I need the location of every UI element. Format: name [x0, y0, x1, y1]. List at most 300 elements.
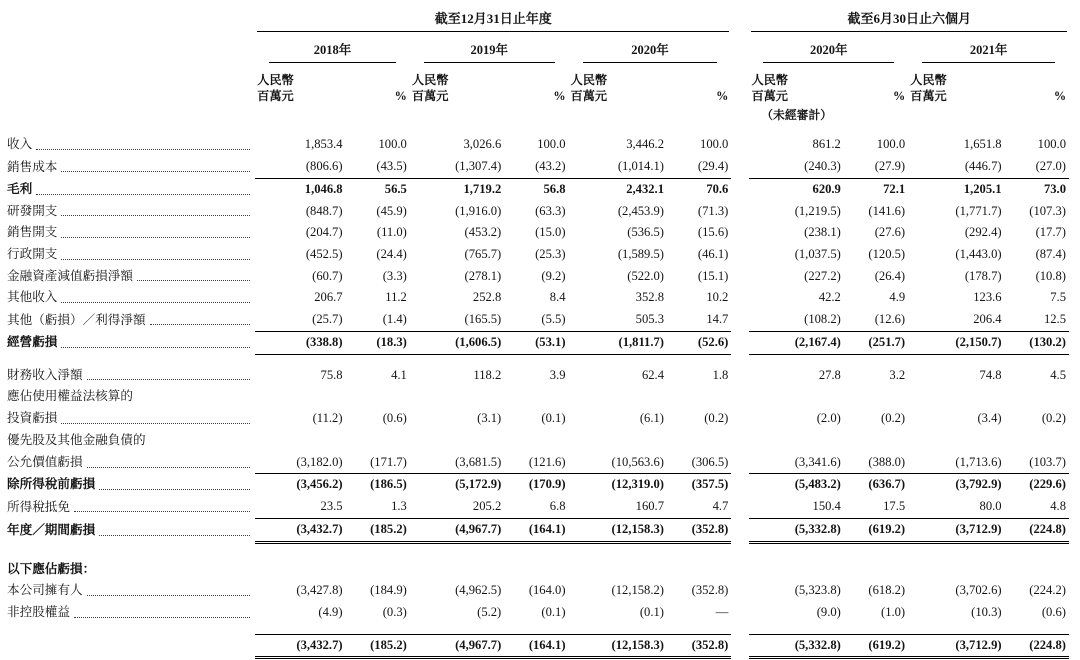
row-label: [4, 244, 255, 266]
value-cell: (15.6): [697, 225, 729, 240]
value-cell: [346, 559, 410, 581]
value-cell: [410, 559, 504, 581]
value-cell: (1,589.5): [617, 247, 664, 261]
value-cell: (87.4): [1035, 247, 1066, 261]
value-cell: (0.6): [1041, 605, 1066, 620]
value-cell: (6.1): [639, 411, 664, 426]
value-cell: (27.9): [874, 159, 906, 174]
dot-leader: [150, 324, 251, 325]
row-label: [4, 134, 255, 156]
value-cell: (3,456.2): [255, 474, 345, 496]
value-cell: (238.1): [804, 225, 841, 240]
value-cell: (9.0): [816, 605, 841, 620]
value-cell: (4,962.5): [455, 583, 502, 598]
value-cell: [844, 430, 908, 452]
value-cell: [569, 430, 667, 452]
row-label: [4, 408, 255, 430]
value-cell: (3,341.6): [794, 454, 841, 469]
value-cell: 6.8: [549, 499, 566, 514]
value-cell: (0.1): [541, 605, 566, 620]
value-cell: (3,182.0): [296, 454, 343, 469]
value-cell: (224.8): [1005, 518, 1069, 542]
value-cell: (0.1): [541, 411, 566, 426]
value-cell: 62.4: [641, 367, 664, 382]
value-cell: [569, 386, 667, 408]
value-cell: (2,150.7): [908, 331, 1004, 354]
table-row: [4, 365, 1069, 387]
value-cell: (352.8): [667, 518, 731, 542]
section-gap-cell: [731, 602, 749, 624]
value-cell: (5,172.9): [410, 474, 504, 496]
value-cell: [255, 386, 345, 408]
dot-leader: [61, 259, 250, 260]
value-cell: (5,332.8): [749, 518, 843, 542]
year-header-2020: 2020年: [569, 34, 732, 65]
value-cell: (46.1): [697, 247, 729, 261]
value-cell: (27.0): [1035, 159, 1066, 174]
value-cell: [667, 559, 731, 581]
value-cell: (164.1): [504, 518, 568, 542]
section-gap-cell: [731, 178, 749, 200]
table-row: [4, 496, 1069, 518]
value-cell: 12.5: [1043, 312, 1066, 327]
value-cell: (130.2): [1005, 331, 1069, 354]
value-cell: (12,158.3): [569, 634, 667, 658]
row-label-text: 除所得稅前虧損: [7, 477, 96, 492]
value-cell: 27.8: [818, 367, 841, 382]
value-cell: 7.5: [1050, 290, 1066, 305]
value-cell: 4.7: [712, 499, 729, 514]
value-cell: [844, 559, 908, 581]
row-label-text: 優先股及其他金融負債的: [7, 432, 146, 447]
row-label: [4, 559, 255, 581]
unit-header-pct: %: [716, 89, 729, 104]
period-header-interim-text: 截至6月30日止六個月: [751, 10, 1067, 32]
value-cell: (765.7): [464, 247, 502, 261]
value-cell: [749, 430, 843, 452]
value-cell: 206.4: [973, 312, 1002, 327]
value-cell: (52.6): [667, 331, 731, 354]
value-cell: (3,712.9): [908, 518, 1004, 542]
dot-leader: [61, 347, 250, 348]
unit-header-pct: %: [1053, 89, 1066, 104]
value-cell: (5,483.2): [749, 474, 843, 496]
value-cell: 100.0: [378, 137, 407, 152]
value-cell: (10.8): [1035, 268, 1066, 283]
value-cell: [908, 430, 1004, 452]
value-cell: 8.4: [549, 290, 566, 305]
value-cell: 123.6: [973, 290, 1002, 305]
value-cell: 56.5: [346, 178, 410, 200]
table-body: [4, 128, 1069, 658]
value-cell: (178.7): [964, 268, 1002, 283]
value-cell: (306.5): [691, 454, 729, 469]
value-cell: (224.2): [1029, 583, 1066, 598]
value-cell: (29.4): [697, 159, 729, 174]
value-cell: (15.0): [535, 225, 566, 240]
row-label: [4, 156, 255, 178]
value-cell: (164.1): [504, 634, 568, 658]
value-cell: (1,014.1): [617, 159, 664, 174]
value-cell: (352.8): [691, 583, 729, 598]
row-label-text: 收入: [7, 137, 33, 152]
value-cell: (18.3): [346, 331, 410, 354]
row-label: [4, 580, 255, 602]
table-row: [4, 430, 1069, 452]
table-row: [4, 222, 1069, 244]
value-cell: (357.5): [667, 474, 731, 496]
table-row: [4, 452, 1069, 474]
value-cell: 620.9: [749, 178, 843, 200]
dot-leader: [99, 535, 250, 536]
value-cell: (2,167.4): [749, 331, 843, 354]
dot-leader: [87, 467, 251, 468]
row-label-text: 本公司擁有人: [7, 583, 83, 598]
table-row: [4, 602, 1069, 624]
value-cell: [908, 559, 1004, 581]
value-cell: (1,037.5): [794, 247, 841, 261]
value-cell: (806.6): [305, 159, 343, 174]
value-cell: (3.1): [477, 411, 502, 426]
value-cell: (1,606.5): [410, 331, 504, 354]
table-row: [4, 156, 1069, 178]
value-cell: 11.2: [385, 290, 407, 305]
value-cell: (619.2): [844, 518, 908, 542]
row-label-text: 銷售開支: [7, 225, 58, 240]
row-label-text: 公允價值虧損: [7, 455, 83, 470]
value-cell: (338.8): [255, 331, 345, 354]
value-cell: [667, 430, 731, 452]
unit-header-rmb: 人民幣 百萬元: [910, 72, 947, 103]
dot-leader: [137, 280, 250, 281]
value-cell: (292.4): [964, 225, 1002, 240]
section-gap-cell: [731, 287, 749, 309]
row-label: [4, 365, 255, 387]
value-cell: (0.2): [1041, 411, 1066, 426]
section-gap-cell: [731, 309, 749, 331]
value-cell: (251.7): [844, 331, 908, 354]
value-cell: (12,319.0): [569, 474, 667, 496]
dot-leader: [74, 511, 250, 512]
value-cell: (0.2): [704, 411, 729, 426]
value-cell: (0.1): [639, 605, 664, 620]
value-cell: (63.3): [535, 203, 566, 218]
section-gap-cell: [731, 156, 749, 178]
value-cell: (5.2): [477, 605, 502, 620]
value-cell: [569, 559, 667, 581]
period-header-interim: [749, 8, 1069, 34]
row-label-text: 其他收入: [7, 290, 58, 305]
value-cell: 72.1: [844, 178, 908, 200]
value-cell: 1,719.2: [410, 178, 504, 200]
table-row: [4, 408, 1069, 430]
value-cell: (164.0): [528, 583, 566, 598]
dot-leader: [61, 215, 250, 216]
value-cell: 2,432.1: [569, 178, 667, 200]
value-cell: 150.4: [812, 499, 841, 514]
dot-leader: [36, 149, 250, 150]
section-gap-cell: [731, 365, 749, 387]
value-cell: (352.8): [667, 634, 731, 658]
row-label-text: 研發開支: [7, 203, 58, 218]
year-header-2019: 2019年: [410, 34, 569, 65]
unit-header-rmb: 人民幣 百萬元: [257, 72, 294, 103]
spacer-row: [4, 542, 1069, 559]
value-cell: [410, 386, 504, 408]
unit-header-rmb: 人民幣 百萬元: [570, 72, 608, 103]
value-cell: 352.8: [635, 290, 664, 305]
value-cell: 118.2: [473, 367, 502, 382]
value-cell: (26.4): [874, 268, 906, 283]
unit-header-pct: %: [394, 89, 407, 104]
value-cell: (9.2): [541, 268, 566, 283]
value-cell: 75.8: [320, 367, 343, 382]
value-cell: (15.1): [697, 268, 729, 283]
value-cell: (3,427.8): [296, 583, 343, 598]
dot-leader: [61, 423, 250, 424]
value-cell: (452.5): [305, 247, 343, 261]
table-row: [4, 386, 1069, 408]
value-cell: 205.2: [472, 499, 502, 514]
value-cell: (1,811.7): [569, 331, 667, 354]
unit-header-rmb: 人民幣 百萬元: [411, 72, 449, 103]
value-cell: (45.9): [376, 203, 407, 218]
row-label: [4, 452, 255, 474]
table-row: [4, 309, 1069, 331]
value-cell: (5,332.8): [749, 634, 843, 658]
row-label: [4, 178, 255, 200]
row-label-text: 毛利: [7, 181, 33, 196]
value-cell: 23.5: [320, 499, 343, 514]
value-cell: (1,916.0): [455, 203, 502, 218]
table-row: [4, 474, 1069, 496]
value-cell: 1,205.1: [908, 178, 1004, 200]
table-row: [4, 634, 1069, 658]
row-label-text: 經營虧損: [7, 335, 58, 350]
value-cell: (11.0): [376, 225, 407, 240]
value-cell: (17.7): [1035, 225, 1066, 240]
value-cell: (446.7): [964, 159, 1002, 174]
section-gap-cell: [731, 244, 749, 266]
row-label: [4, 309, 255, 331]
row-label: [4, 331, 255, 354]
value-cell: (53.1): [504, 331, 568, 354]
value-cell: (1,713.6): [955, 454, 1002, 469]
value-cell: (0.3): [382, 605, 407, 620]
section-gap-cell: [731, 408, 749, 430]
value-cell: (636.7): [844, 474, 908, 496]
value-cell: (229.6): [1005, 474, 1069, 496]
income-statement-table: [4, 8, 1069, 659]
value-cell: (60.7): [312, 268, 343, 283]
section-gap-cell: [731, 559, 749, 581]
value-cell: 160.7: [635, 499, 664, 514]
row-label: [4, 386, 255, 408]
section-gap-cell: [731, 518, 749, 542]
value-cell: (618.2): [868, 583, 906, 598]
row-label: [4, 496, 255, 518]
value-cell: (3,432.7): [255, 518, 345, 542]
value-cell: 100.0: [876, 137, 906, 152]
value-cell: [1005, 430, 1069, 452]
value-cell: (240.3): [804, 159, 841, 174]
value-cell: 1.8: [712, 367, 729, 382]
section-gap-cell: [731, 222, 749, 244]
value-cell: 252.8: [472, 290, 502, 305]
table-row: [4, 266, 1069, 288]
value-cell: (5,323.8): [794, 583, 841, 598]
value-cell: (165.5): [464, 312, 502, 327]
value-cell: (2,453.9): [617, 203, 664, 218]
value-cell: [346, 430, 410, 452]
row-label-text: 應佔使用權益法核算的: [7, 389, 133, 404]
value-cell: 505.3: [635, 312, 664, 327]
unaudited-row: [4, 106, 1069, 129]
dot-leader: [74, 617, 250, 618]
dot-leader: [61, 171, 250, 172]
unit-header-rmb: 人民幣 百萬元: [751, 72, 788, 103]
value-cell: (224.8): [1005, 634, 1069, 658]
value-cell: 3,446.2: [626, 137, 664, 152]
value-cell: (2.0): [816, 411, 841, 426]
value-cell: 74.8: [979, 367, 1002, 382]
table-row: [4, 178, 1069, 200]
row-label: [4, 430, 255, 452]
value-cell: (10,563.6): [611, 454, 664, 469]
section-gap-cell: [731, 452, 749, 474]
table-row: [4, 201, 1069, 223]
value-cell: 100.0: [700, 137, 729, 152]
value-cell: (3,792.9): [908, 474, 1004, 496]
value-cell: 100.0: [537, 137, 566, 152]
row-label-text: 財務收入淨額: [7, 367, 83, 382]
spacer-row: [4, 354, 1069, 365]
value-cell: 4.5: [1050, 367, 1066, 382]
value-cell: 56.8: [504, 178, 568, 200]
unit-header-row: [4, 65, 1069, 106]
dot-leader: [36, 194, 250, 195]
value-cell: 10.2: [706, 290, 729, 305]
value-cell: 100.0: [1037, 137, 1066, 152]
section-gap-cell: [731, 8, 749, 34]
value-cell: (12,158.3): [569, 518, 667, 542]
value-cell: 861.2: [812, 137, 841, 152]
value-cell: (453.2): [464, 225, 502, 240]
value-cell: [255, 559, 345, 581]
value-cell: 4.9: [889, 290, 906, 305]
row-label: [4, 634, 255, 658]
table-row: [4, 559, 1069, 581]
row-label-text: 所得稅抵免: [7, 499, 70, 514]
section-gap-cell: [731, 201, 749, 223]
value-cell: 206.7: [314, 290, 343, 305]
value-cell: [1005, 559, 1069, 581]
value-cell: (3,432.7): [255, 634, 345, 658]
dot-leader: [99, 489, 250, 490]
value-cell: (185.2): [346, 518, 410, 542]
value-cell: 1,853.4: [304, 137, 343, 152]
value-cell: (43.5): [376, 159, 407, 174]
value-cell: 3.2: [889, 367, 906, 382]
spacer-row: [4, 624, 1069, 635]
row-label-text: 銷售成本: [7, 159, 58, 174]
value-cell: (3.3): [382, 268, 407, 283]
value-cell: (170.9): [504, 474, 568, 496]
value-cell: (27.6): [874, 225, 906, 240]
dot-leader: [61, 302, 250, 303]
year-header-2021-interim: 2021年: [908, 34, 1069, 65]
value-cell: (25.7): [312, 312, 343, 327]
value-cell: (1,771.7): [955, 203, 1002, 218]
value-cell: (107.3): [1029, 203, 1066, 218]
dot-leader: [87, 379, 251, 380]
section-gap-cell: [731, 386, 749, 408]
value-cell: [1005, 386, 1069, 408]
value-cell: 4.1: [391, 367, 407, 382]
value-cell: 14.7: [706, 312, 729, 327]
value-cell: (5.5): [541, 312, 566, 327]
value-cell: [504, 386, 568, 408]
value-cell: [749, 559, 843, 581]
value-cell: [410, 430, 504, 452]
value-cell: (227.2): [804, 268, 841, 283]
section-gap-cell: [731, 134, 749, 156]
value-cell: 4.8: [1050, 499, 1066, 514]
value-cell: (185.2): [346, 634, 410, 658]
value-cell: (10.3): [971, 605, 1002, 620]
section-gap-cell: [731, 34, 749, 65]
value-cell: [504, 559, 568, 581]
table-row: [4, 287, 1069, 309]
value-cell: (25.3): [535, 247, 566, 261]
year-header-row: [4, 34, 1069, 65]
value-cell: 42.2: [818, 290, 841, 305]
table-header: [4, 8, 1069, 128]
value-cell: [749, 386, 843, 408]
value-cell: (278.1): [464, 268, 502, 283]
value-cell: [844, 386, 908, 408]
period-header-annual-text: 截至12月31日止年度: [257, 10, 729, 32]
value-cell: [667, 386, 731, 408]
table-row: [4, 518, 1069, 542]
row-label: [4, 474, 255, 496]
value-cell: (24.4): [376, 247, 407, 261]
value-cell: (12,158.2): [611, 583, 664, 598]
period-header-annual: [255, 8, 731, 34]
unit-header-pct: %: [892, 89, 906, 104]
value-cell: (3,712.9): [908, 634, 1004, 658]
value-cell: (522.0): [627, 268, 664, 283]
value-cell: (71.3): [697, 203, 729, 218]
section-gap-cell: [731, 634, 749, 658]
value-cell: (0.2): [881, 411, 906, 426]
value-cell: (12.6): [874, 312, 906, 327]
table-row: [4, 580, 1069, 602]
section-gap-cell: [731, 331, 749, 354]
row-label-text: 以下應佔虧損：: [7, 561, 96, 576]
value-cell: (141.6): [868, 203, 906, 218]
value-cell: [346, 386, 410, 408]
value-cell: (186.5): [346, 474, 410, 496]
value-cell: (103.7): [1029, 454, 1066, 469]
value-cell: 3.9: [549, 367, 566, 382]
section-gap-cell: [731, 474, 749, 496]
value-cell: (1.4): [382, 312, 407, 327]
section-gap-cell: [731, 266, 749, 288]
value-cell: (11.2): [312, 411, 343, 426]
value-cell: (536.5): [627, 225, 664, 240]
row-label: [4, 602, 255, 624]
